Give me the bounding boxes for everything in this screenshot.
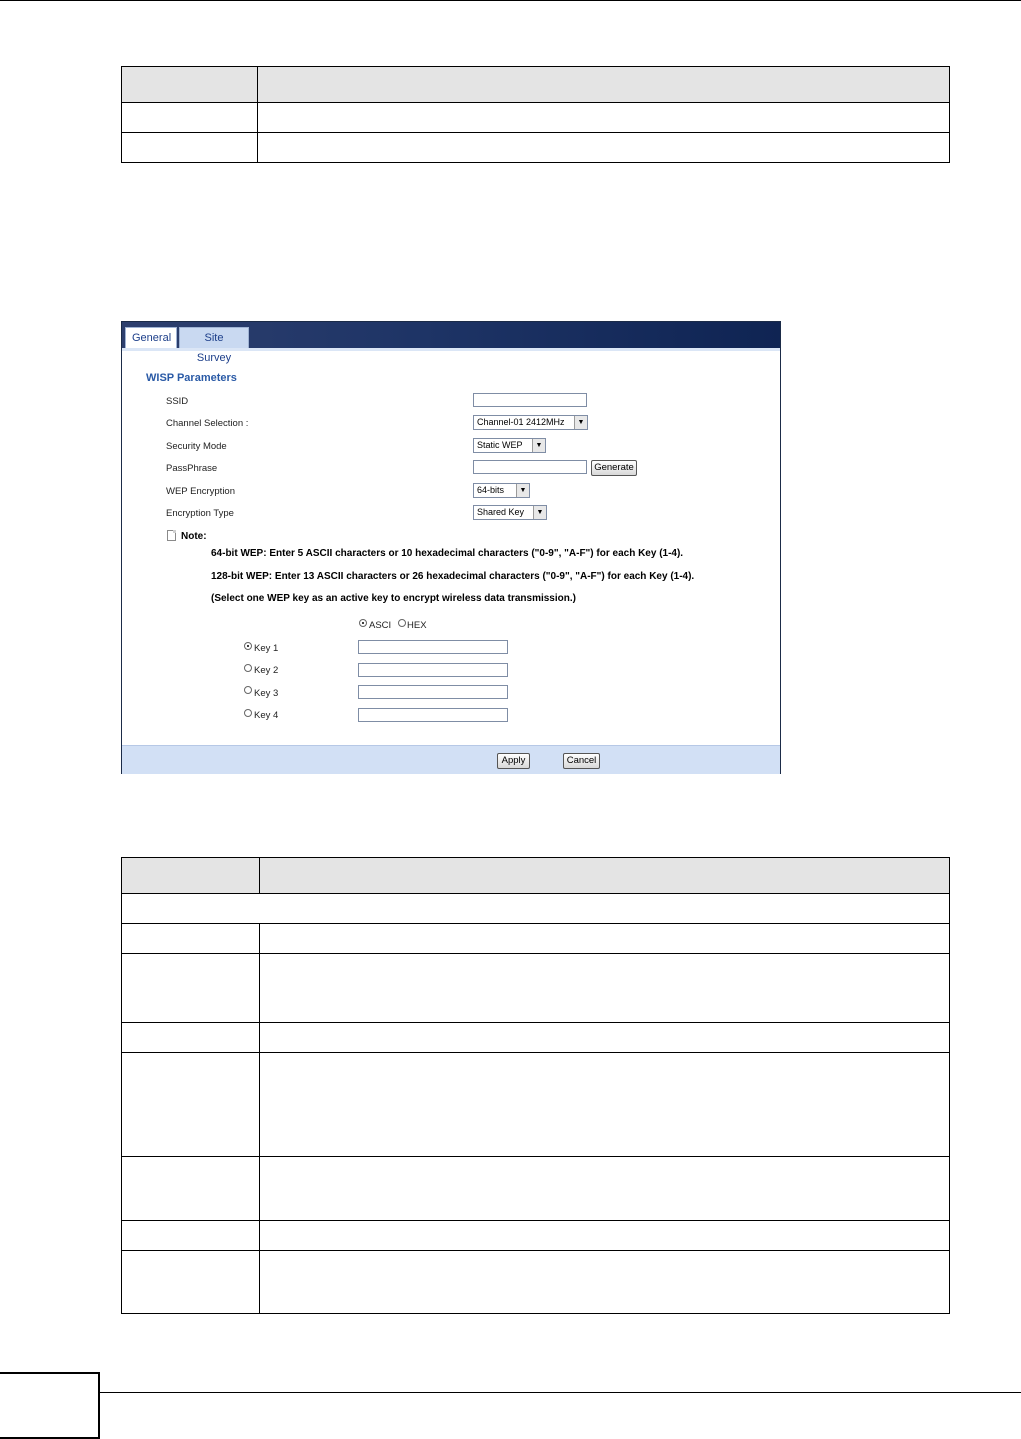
key1-label: Key 1	[254, 643, 279, 654]
table-cell	[260, 1157, 950, 1221]
footer-rule	[98, 1392, 1021, 1393]
key3-label: Key 3	[254, 688, 279, 699]
table-row	[122, 894, 950, 924]
ssid-input[interactable]	[473, 393, 587, 407]
generate-button[interactable]: Generate	[591, 460, 637, 476]
table-cell	[260, 1053, 950, 1157]
security-mode-label: Security Mode	[166, 441, 227, 452]
security-mode-select[interactable]	[473, 438, 546, 453]
key2-label: Key 2	[254, 665, 279, 676]
channel-label: Channel Selection :	[166, 418, 249, 429]
tab-site-survey[interactable]: Site Survey	[179, 327, 249, 348]
encryption-type-label: Encryption Type	[166, 508, 234, 519]
wep-encryption-label: WEP Encryption	[166, 486, 235, 497]
encryption-type-select[interactable]	[473, 505, 547, 520]
table-row	[122, 954, 950, 1023]
table-cell	[260, 1251, 950, 1314]
table-cell	[122, 894, 950, 924]
chevron-down-icon: ▼	[533, 506, 546, 519]
chevron-down-icon: ▼	[532, 439, 545, 452]
table-cell	[122, 858, 260, 894]
tab-general[interactable]: General	[125, 327, 177, 348]
table-row	[122, 1251, 950, 1314]
key3-radio[interactable]	[244, 686, 252, 694]
security-mode-value: Static WEP	[477, 440, 523, 450]
table-cell	[122, 1023, 260, 1053]
table-cell	[258, 133, 950, 163]
key1-radio[interactable]	[244, 642, 252, 650]
table-cell	[260, 1221, 950, 1251]
note-icon	[167, 530, 176, 541]
key4-input[interactable]	[358, 708, 508, 722]
table-cell	[122, 954, 260, 1023]
channel-value: Channel-01 2412MHz	[477, 417, 565, 427]
table-cell	[122, 1221, 260, 1251]
ssid-label: SSID	[166, 396, 189, 407]
table-row	[122, 1221, 950, 1251]
tab-underline	[122, 348, 780, 351]
channel-select[interactable]	[473, 415, 588, 430]
table-header-row	[122, 67, 950, 103]
table-cell	[260, 1023, 950, 1053]
table-row	[122, 1053, 950, 1157]
key4-label: Key 4	[254, 710, 279, 721]
bottom-table	[121, 857, 950, 1314]
wep-encryption-value: 64-bits	[477, 485, 505, 495]
table-cell	[260, 858, 950, 894]
button-bar	[122, 745, 780, 774]
table-cell	[122, 1251, 260, 1314]
note-title: Note:	[181, 531, 207, 542]
wisp-settings-window	[121, 321, 781, 774]
table-row	[122, 924, 950, 954]
cancel-button[interactable]: Cancel	[563, 753, 600, 769]
key3-input[interactable]	[358, 685, 508, 699]
passphrase-label: PassPhrase	[166, 463, 218, 474]
top-table	[121, 66, 950, 163]
ascii-radio[interactable]	[359, 619, 367, 627]
key2-radio[interactable]	[244, 664, 252, 672]
table-cell	[122, 1157, 260, 1221]
section-title: WISP Parameters	[146, 372, 237, 384]
note-line-128bit: 128-bit WEP: Enter 13 ASCII characters or 26 hexadecimal characters ("0-9", "A-F") for each Key (1-4).	[211, 571, 695, 582]
chevron-down-icon: ▼	[516, 484, 529, 497]
table-cell	[260, 954, 950, 1023]
note-line-64bit: 64-bit WEP: Enter 5 ASCII characters or 10 hexadecimal characters ("0-9", "A-F") for each Key (1-4).	[211, 548, 684, 559]
table-row	[122, 103, 950, 133]
encryption-type-value: Shared Key	[477, 507, 525, 517]
apply-button[interactable]: Apply	[497, 753, 530, 769]
note-line-select: (Select one WEP key as an active key to encrypt wireless data transmission.)	[211, 593, 576, 604]
table-cell	[260, 924, 950, 954]
ascii-label: ASCI	[369, 620, 392, 631]
page-number-box	[0, 1372, 100, 1439]
table-row	[122, 1023, 950, 1053]
wep-encryption-select[interactable]	[473, 483, 530, 498]
table-cell	[258, 67, 950, 103]
hex-label: HEX	[407, 620, 427, 631]
table-cell	[122, 67, 258, 103]
key1-input[interactable]	[358, 640, 508, 654]
page-top-rule	[0, 0, 1021, 1]
table-row	[122, 133, 950, 163]
table-cell	[122, 924, 260, 954]
hex-radio[interactable]	[398, 619, 406, 627]
key2-input[interactable]	[358, 663, 508, 677]
passphrase-input[interactable]	[473, 460, 587, 474]
table-cell	[122, 1053, 260, 1157]
table-row	[122, 1157, 950, 1221]
table-cell	[122, 133, 258, 163]
chevron-down-icon: ▼	[574, 416, 587, 429]
table-cell	[122, 103, 258, 133]
tab-bar	[122, 322, 780, 364]
table-header-row	[122, 858, 950, 894]
key4-radio[interactable]	[244, 709, 252, 717]
table-cell	[258, 103, 950, 133]
